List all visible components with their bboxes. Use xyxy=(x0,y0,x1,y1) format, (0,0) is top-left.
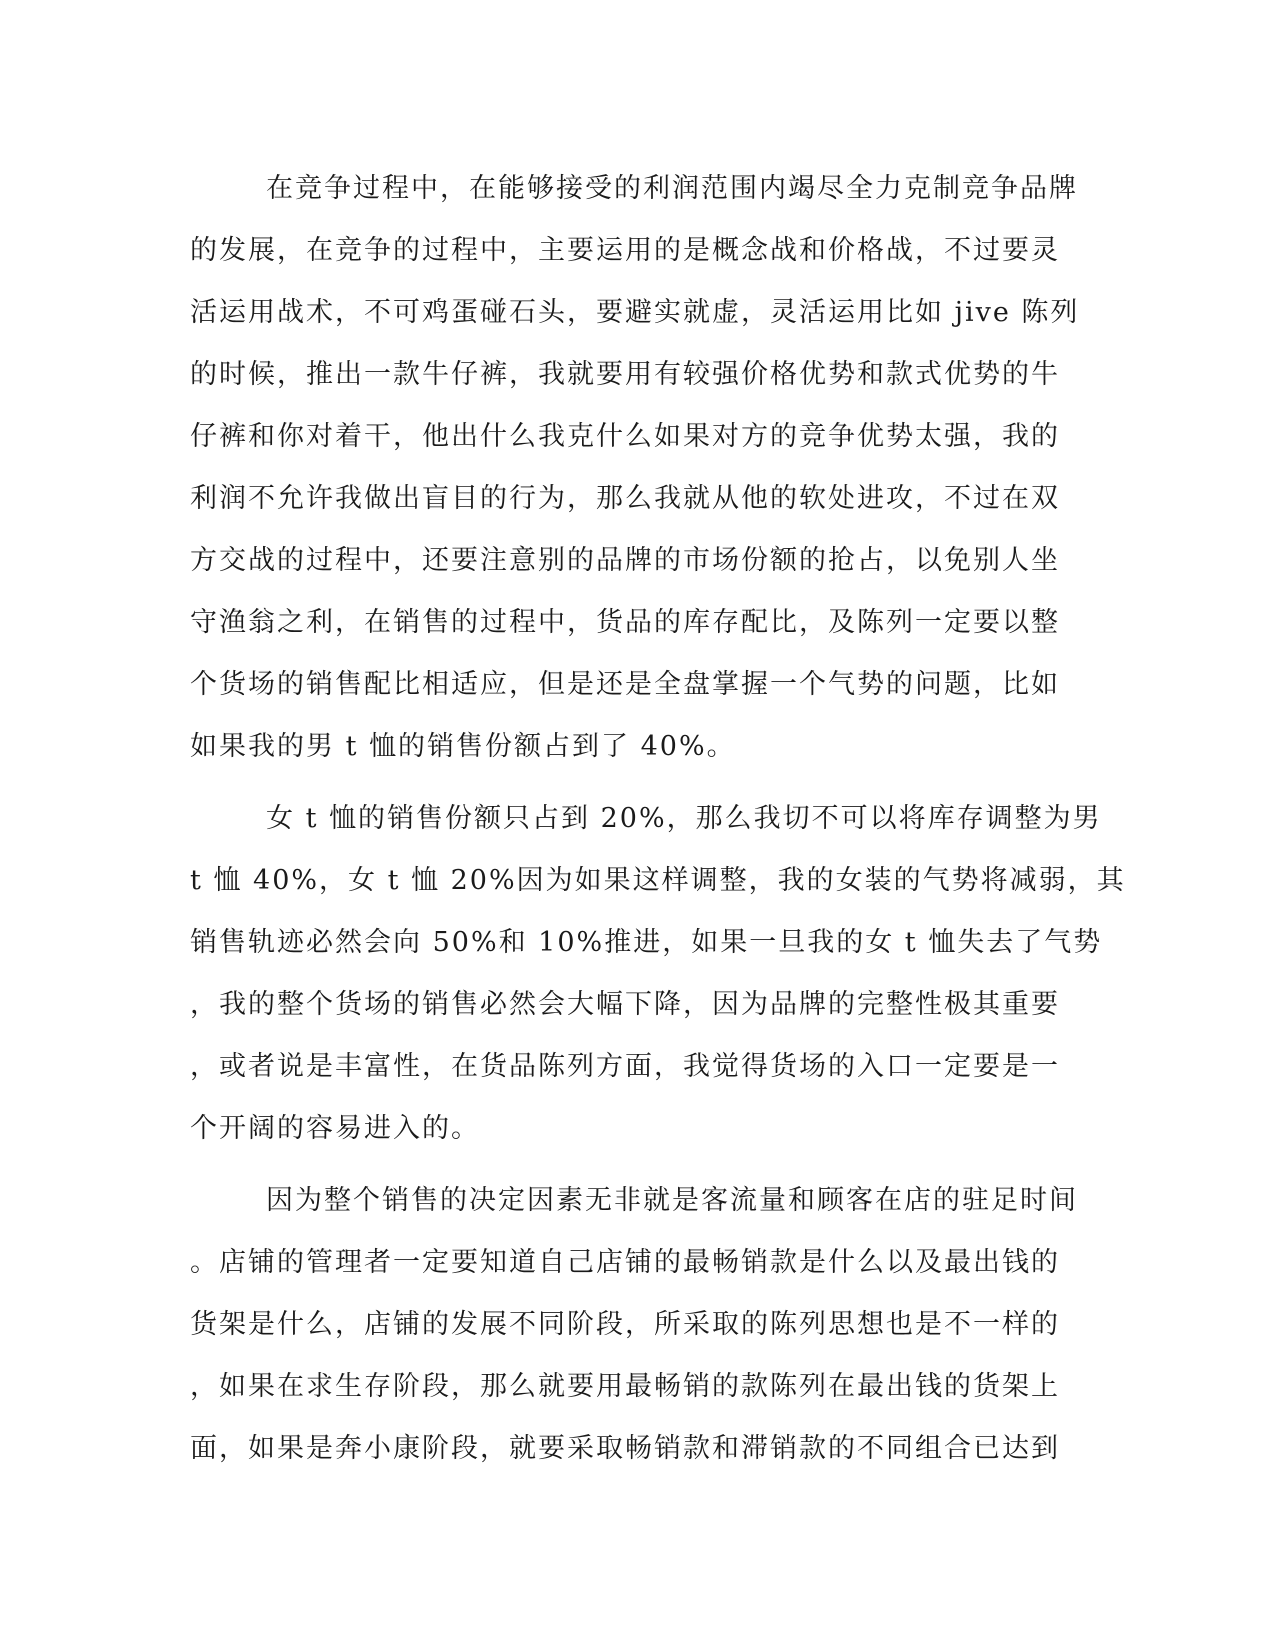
paragraph xyxy=(190,788,1126,1160)
text-line: 因为整个销售的决定因素无非就是客流量和顾客在店的驻足时间 xyxy=(266,1185,1078,1216)
text-line: 货架是什么，店铺的发展不同阶段，所采取的陈列思想也是不一样的 xyxy=(190,1309,1060,1340)
text-line: 。店铺的管理者一定要知道自己店铺的最畅销款是什么以及最出钱的 xyxy=(190,1247,1060,1278)
text-line: 面，如果是奔小康阶段，就要采取畅销款和滞销款的不同组合已达到 xyxy=(190,1433,1060,1464)
paragraph xyxy=(190,1170,1080,1480)
text-line: 的发展，在竞争的过程中，主要运用的是概念战和价格战，不过要灵 xyxy=(190,235,1060,266)
text-line: 女 t 恤的销售份额只占到 20%，那么我切不可以将库存调整为男 xyxy=(266,803,1102,834)
text-line: 活运用战术，不可鸡蛋碰石头，要避实就虚，灵活运用比如 jive 陈列 xyxy=(190,297,1080,328)
paragraph-gap xyxy=(190,778,1080,788)
text-line: 销售轨迹必然会向 50%和 10%推进，如果一旦我的女 t 恤失去了气势 xyxy=(190,927,1103,958)
text-line: ，我的整个货场的销售必然会大幅下降，因为品牌的完整性极其重要 xyxy=(190,989,1060,1020)
text-line: 方交战的过程中，还要注意别的品牌的市场份额的抢占，以免别人坐 xyxy=(190,545,1060,576)
text-line: 守渔翁之利，在销售的过程中，货品的库存配比，及陈列一定要以整 xyxy=(190,607,1060,638)
text-line: 如果我的男 t 恤的销售份额占到了 40%。 xyxy=(190,731,736,762)
paragraph xyxy=(190,158,1080,778)
text-line: 利润不允许我做出盲目的行为，那么我就从他的软处进攻，不过在双 xyxy=(190,483,1060,514)
text-line: 在竞争过程中，在能够接受的利润范围内竭尽全力克制竞争品牌 xyxy=(266,173,1078,204)
text-line: 个货场的销售配比相适应，但是还是全盘掌握一个气势的问题，比如 xyxy=(190,669,1060,700)
text-line: 的时候，推出一款牛仔裤，我就要用有较强价格优势和款式优势的牛 xyxy=(190,359,1060,390)
paragraph-gap xyxy=(190,1160,1080,1170)
document-body xyxy=(190,158,1126,1480)
text-line: ，或者说是丰富性，在货品陈列方面，我觉得货场的入口一定要是一 xyxy=(190,1051,1060,1082)
text-line: 个开阔的容易进入的。 xyxy=(190,1113,480,1144)
text-line: 仔裤和你对着干，他出什么我克什么如果对方的竞争优势太强，我的 xyxy=(190,421,1060,452)
text-line: t 恤 40%，女 t 恤 20%因为如果这样调整，我的女装的气势将减弱，其 xyxy=(190,865,1126,896)
text-line: ，如果在求生存阶段，那么就要用最畅销的款陈列在最出钱的货架上 xyxy=(190,1371,1060,1402)
